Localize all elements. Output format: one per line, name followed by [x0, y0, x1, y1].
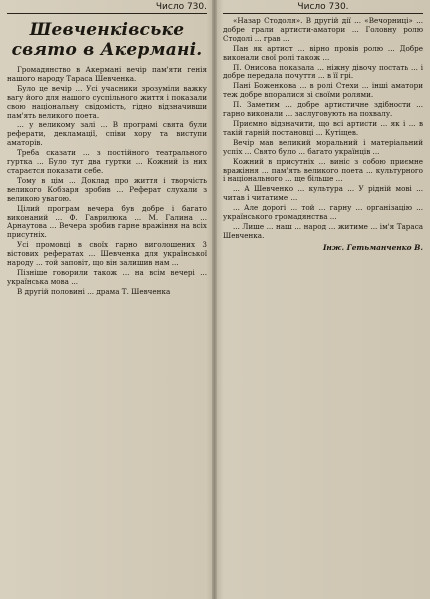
paragraph: П. Онисова показала ... ніжну дівочу постать ... і добре передала почуття ... в її грі.	[223, 62, 423, 81]
right-column	[217, 0, 430, 599]
paragraph: Було це вечір ... Усі учасники зрозуміли важку вагу його для нашого суспільного життя і показали свою національну свідомість, гідно відзначивши пам'ять великого поета.	[7, 83, 207, 120]
left-article-body	[7, 66, 207, 297]
paragraph: Треба сказати ... з постійного театрального гуртка ... Було тут два гуртки ... Кожний із них стараєтся показати себе.	[7, 148, 207, 175]
paragraph: ... у великому залі ... В програмі свята були реферати, декламації, співи хору та виступи аматорів.	[7, 120, 207, 148]
paragraph: Цілий програм вечера був добре і багато виконаний ... Ф. Гаврилюка ... М. Галина ... Арнаутова ... Вечера зробив гарне вражіння на всіх присутніх.	[7, 203, 207, 240]
paragraph: Приємно відзначити, що всі артисти ... як і ... в такій гарній постановці ... Кутіщев.	[223, 118, 423, 137]
paragraph: «Назар Стодоля». В другій дії ... «Вечорниці» ... добре грали артисти-аматори ... Головну ролю Стодолі ... грав ...	[223, 16, 423, 43]
paragraph: Пан як артист ... вірно провів ролю ... Добре виконали свої ролі також ...	[223, 43, 423, 62]
paragraph: Тому в цім ... Доклад про життя і творчість великого Кобзаря зробив ... Реферат слухали з великою увагою.	[7, 175, 207, 203]
left-column	[0, 0, 213, 599]
paragraph: Пані Боженкова ... в ролі Стехи ... інші аматори теж добре впоралися зі своїми ролями.	[223, 81, 423, 100]
right-article-body	[223, 17, 423, 241]
author-signature: Інж. Гетьманченко В.	[322, 242, 423, 252]
paragraph: П. Заметим ... добре артистичне здібности ... гарно виконали ... заслуговують на похвалу.	[223, 100, 423, 119]
issue-number-left: Число 730.	[7, 2, 207, 14]
article-title: Шевченківське свято в Акермані.	[11, 20, 203, 60]
paragraph: Пізніше говорили також ... на всім вечері ... українська мова ...	[7, 267, 207, 286]
paragraph: Кожний в присутніх ... виніс з собою приємне вражіння ... пам'ять великого поета ... культурного і національного ... ще більше ...	[223, 156, 423, 184]
paragraph: ... А Шевченко ... культура ... У рідній мові ... читав і читатиме ...	[223, 184, 423, 203]
paragraph: ... Лише ... наш ... народ ... житиме ... ім'я Тараса Шевченка.	[223, 221, 423, 240]
paragraph: В другій половині ... драма Т. Шевченка	[17, 286, 171, 296]
paragraph: Вечір мав великий моральний і матеріальний успіх ... Свято було ... багато українців ...	[223, 137, 423, 156]
paragraph: Усі промовці в своїх гарно виголошених 3 вістових рефератах ... Шевченка для української народу ... той заповіт, що він залишив нам ...	[7, 240, 207, 268]
issue-number-right: Число 730.	[223, 2, 423, 14]
paragraph: Громадянство в Акермані вечір пам'яти генія нашого народу Тараса Шевченка.	[7, 65, 207, 83]
paragraph: ... Але дорогі ... той ... гарну ... організацію ... українського громадянства ...	[223, 203, 423, 222]
